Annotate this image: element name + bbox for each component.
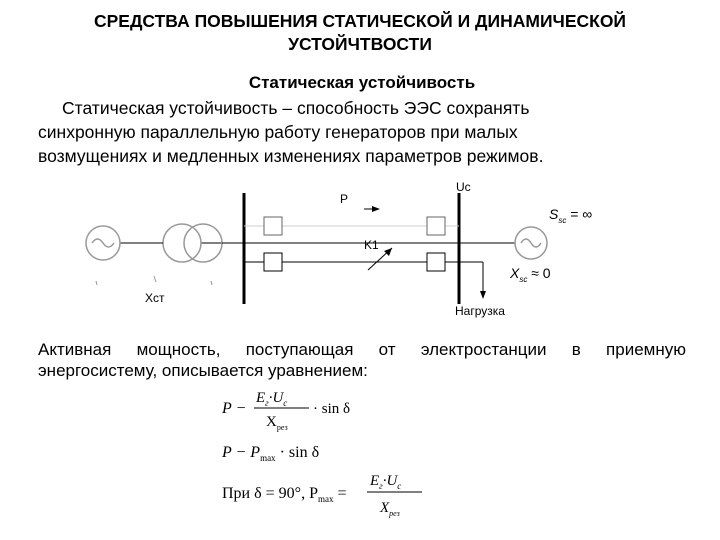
svg-text:При δ = 90°, Pmax =: При δ = 90°, $P_{max}$ =: [222, 485, 347, 504]
definition-line-1: Статическая устойчивость – способность ЭЭС сохранять: [62, 98, 530, 118]
svg-text:Eг·Uc: $E_г\cdot U_c$: [256, 390, 288, 408]
power-line-1: Активная мощность, поступающая от электростанции в приемную: [38, 340, 686, 359]
power-paragraph: [38, 339, 686, 381]
formula-2: [221, 444, 319, 463]
tick-mark: [96, 281, 97, 285]
power-flow-arrow: [364, 206, 380, 212]
svg-text:P −: P −: [222, 400, 247, 417]
load-arrow: [480, 262, 486, 299]
system-source-icon: [515, 227, 547, 259]
formula-1: [221, 390, 350, 432]
label-uc: Uc: [456, 180, 471, 194]
definition-line-2: синхронную параллельную работу генераторов при малых: [38, 122, 518, 142]
label-x-system: $X_{sc} \approx 0$: [510, 265, 551, 284]
label-load: Нагрузка: [455, 304, 505, 318]
title-line-2: УСТОЙЧТВОСТИ: [288, 34, 432, 54]
tick-mark: [211, 281, 212, 285]
svg-text:P − Pmax · sin δ: $P - P_{max} \cdot \sin \delta$: [222, 444, 320, 463]
breaker-right-lower: [427, 253, 445, 271]
formula-3: [222, 473, 422, 518]
label-k1: K1: [364, 238, 379, 252]
label-s-system: $S_{sc}$ = ∞: [549, 206, 593, 225]
formula-block: [210, 380, 470, 530]
svg-text:Eг·Uc: $E_г\cdot U_c$: [370, 473, 402, 491]
svg-text:Xрез: $X_{рез}$: [380, 500, 400, 518]
svg-text:Xрез: $X_{рез}$: [266, 414, 288, 432]
label-xst: Xст: [145, 291, 165, 305]
breaker-right-upper: [427, 217, 445, 235]
label-p: P: [340, 192, 349, 206]
slide-title: [30, 10, 690, 56]
breaker-left-upper: [264, 217, 282, 235]
breaker-left-lower: [264, 253, 282, 271]
power-line-2: энергосистему, описывается уравнением:: [38, 361, 368, 380]
title-line-1: СРЕДСТВА ПОВЫШЕНИЯ СТАТИЧЕСКОЙ И ДИНАМИЧЕСКОЙ: [93, 11, 627, 31]
generator-icon: [86, 226, 120, 260]
definition-line-3: возмущениях и медленных изменениях параметров режимов.: [38, 146, 544, 166]
power-system-diagram: [0, 178, 720, 318]
svg-text:· sin δ: · sin δ: [313, 401, 351, 417]
tick-mark: [154, 276, 156, 282]
definition-paragraph: [38, 96, 698, 168]
section-subtitle: Статическая устойчивость: [248, 73, 476, 92]
